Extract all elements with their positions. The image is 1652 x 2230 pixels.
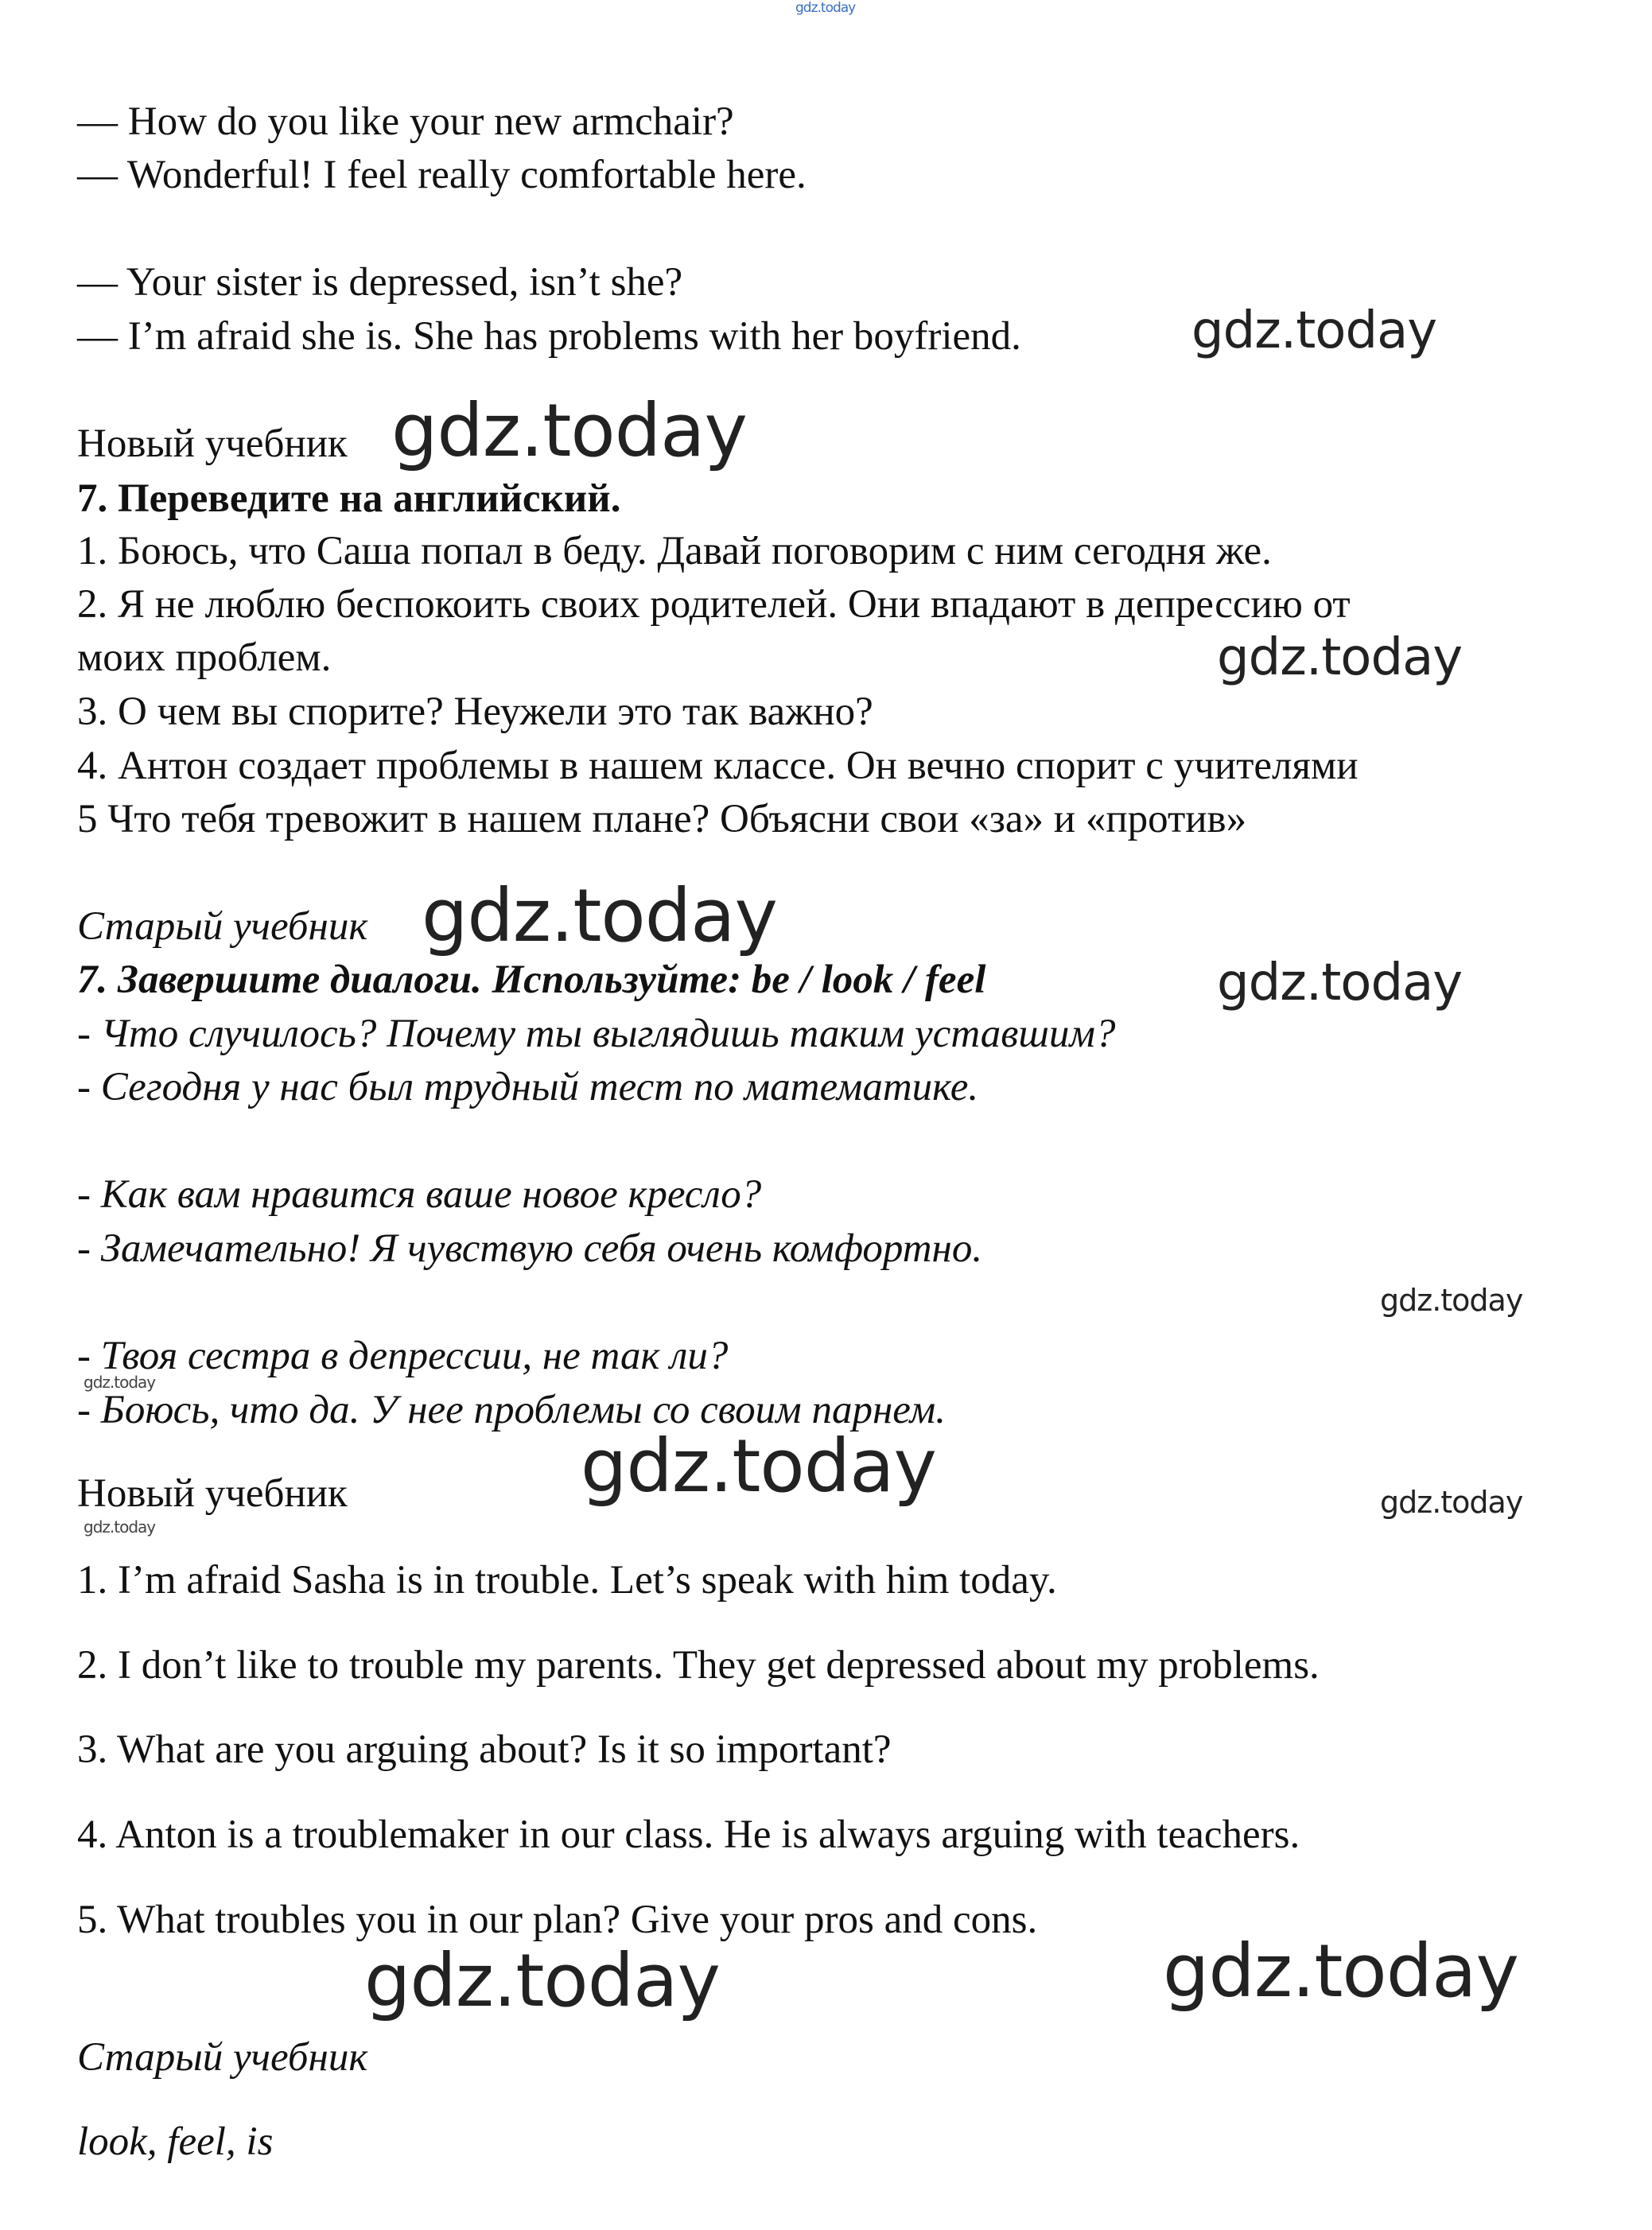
watermark: gdz.today — [84, 1373, 156, 1392]
section-label-new-textbook: Новый учебник — [77, 422, 348, 466]
watermark: gdz.today — [84, 1517, 156, 1537]
watermark: gdz.today — [1217, 954, 1463, 1012]
watermark: gdz.today — [581, 1424, 936, 1509]
answer-line: 1. I’m afraid Sasha is in trouble. Let’s speak with him today. — [77, 1558, 1057, 1603]
watermark: gdz.today — [1217, 628, 1463, 687]
section-label-old-textbook: Старый учебник — [77, 904, 368, 949]
task-line: моих проблем. — [77, 635, 332, 680]
watermark: gdz.today — [391, 388, 747, 473]
dialog-line: — I’m afraid she is. She has problems with her boyfriend. — [77, 314, 1021, 359]
watermark: gdz.today — [1191, 301, 1437, 360]
watermark: gdz.today — [1163, 1929, 1518, 2014]
answer-line: 2. I don’t like to trouble my parents. They get depressed about my problems. — [77, 1643, 1320, 1688]
task-line: - Замечательно! Я чувствую себя очень комфортно. — [77, 1226, 983, 1271]
section-label-old-textbook: Старый учебник — [77, 2035, 368, 2080]
watermark: gdz.today — [795, 0, 856, 16]
answer-line: 5. What troubles you in our plan? Give your pros and cons. — [77, 1898, 1038, 1942]
answer-line: 3. What are you arguing about? Is it so important? — [77, 1727, 892, 1772]
task-line: - Твоя сестра в депрессии, не так ли? — [77, 1334, 729, 1378]
task-line: 1. Боюсь, что Саша попал в беду. Давай поговорим с ним сегодня же. — [77, 529, 1272, 573]
watermark: gdz.today — [364, 1938, 720, 2023]
task-title: 7. Завершите диалоги. Используйте: be / look / feel — [77, 958, 986, 1002]
answer-line: look, feel, is — [77, 2119, 274, 2164]
task-line: 4. Антон создает проблемы в нашем классе. Он вечно спорит с учителями — [77, 744, 1359, 788]
task-line: - Как вам нравится ваше новое кресло? — [77, 1172, 762, 1217]
watermark: gdz.today — [1380, 1485, 1523, 1520]
answer-line: 4. Anton is a troublemaker in our class. He is always arguing with teachers. — [77, 1812, 1300, 1857]
task-title: 7. Переведите на английский. — [77, 476, 621, 521]
dialog-line: — Your sister is depressed, isn’t she? — [77, 260, 683, 305]
watermark: gdz.today — [422, 873, 777, 958]
task-line: 2. Я не люблю беспокоить своих родителей. Они впадают в депрессию от — [77, 582, 1351, 627]
section-label-new-textbook: Новый учебник — [77, 1471, 348, 1516]
watermark: gdz.today — [1380, 1283, 1523, 1318]
dialog-line: — How do you like your new armchair? — [77, 99, 734, 144]
task-line: - Боюсь, что да. У нее проблемы со своим парнем. — [77, 1388, 946, 1432]
task-line: 3. О чем вы спорите? Неужели это так важно? — [77, 690, 873, 734]
task-line: - Что случилось? Почему ты выглядишь таким уставшим? — [77, 1012, 1116, 1056]
task-line: - Сегодня у нас был трудный тест по математике. — [77, 1065, 979, 1109]
dialog-line: — Wonderful! I feel really comfortable here. — [77, 153, 807, 197]
task-line: 5 Что тебя тревожит в нашем плане? Объясни свои «за» и «против» — [77, 797, 1247, 841]
